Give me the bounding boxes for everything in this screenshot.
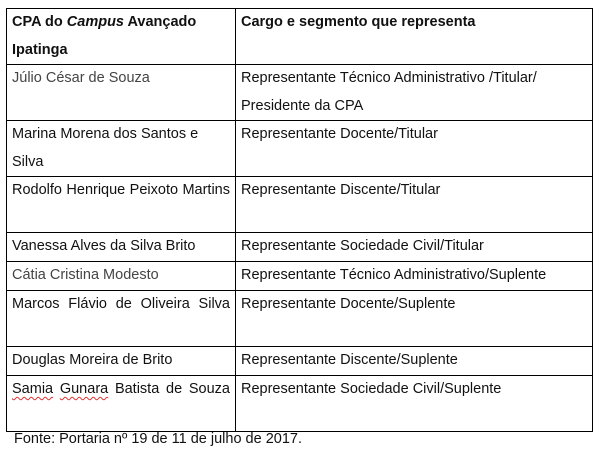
member-role: Representante Discente/Titular: [236, 177, 593, 233]
header-cpa: [7, 9, 236, 65]
table-row: [7, 291, 593, 347]
member-role: Representante Sociedade Civil/Titular: [236, 233, 593, 262]
member-name: Marcos Flávio de Oliveira Silva: [7, 291, 236, 347]
cpa-members-table: [6, 8, 593, 432]
table-row: [7, 65, 593, 121]
table-header-row: [7, 9, 593, 65]
member-role: Representante Técnico Administrativo /Titular/ Presidente da CPA: [236, 65, 593, 121]
table-row: [7, 121, 593, 177]
member-name: Rodolfo Henrique Peixoto Martins: [7, 177, 236, 233]
header-text-2: Avançado Ipatinga: [12, 14, 197, 58]
member-role: Representante Discente/Suplente: [236, 347, 593, 376]
table-row: [7, 347, 593, 376]
member-name: Júlio César de Souza: [7, 65, 236, 121]
table-row: [7, 262, 593, 291]
member-role: Representante Técnico Administrativo/Suplente: [236, 262, 593, 291]
name-part: Gunara: [59, 381, 109, 397]
table-row: [7, 177, 593, 233]
member-name: Cátia Cristina Modesto: [7, 262, 236, 291]
member-role: Representante Docente/Titular: [236, 121, 593, 177]
source-caption: Fonte: Portaria nº 19 de 11 de julho de 2017.: [14, 431, 302, 447]
member-role: Representante Sociedade Civil/Suplente: [236, 376, 593, 432]
name-part: Samia: [12, 381, 54, 397]
member-name: Marina Morena dos Santos e Silva: [7, 121, 236, 177]
header-cargo: Cargo e segmento que representa: [236, 9, 593, 65]
table-row: [7, 376, 593, 432]
member-name: [7, 376, 236, 432]
member-role: Representante Docente/Suplente: [236, 291, 593, 347]
header-italic: Campus: [66, 14, 124, 30]
name-part: Batista de Souza: [108, 381, 230, 397]
table-row: [7, 233, 593, 262]
member-name: Vanessa Alves da Silva Brito: [7, 233, 236, 262]
member-name: Douglas Moreira de Brito: [7, 347, 236, 376]
header-text: CPA do: [12, 14, 67, 30]
